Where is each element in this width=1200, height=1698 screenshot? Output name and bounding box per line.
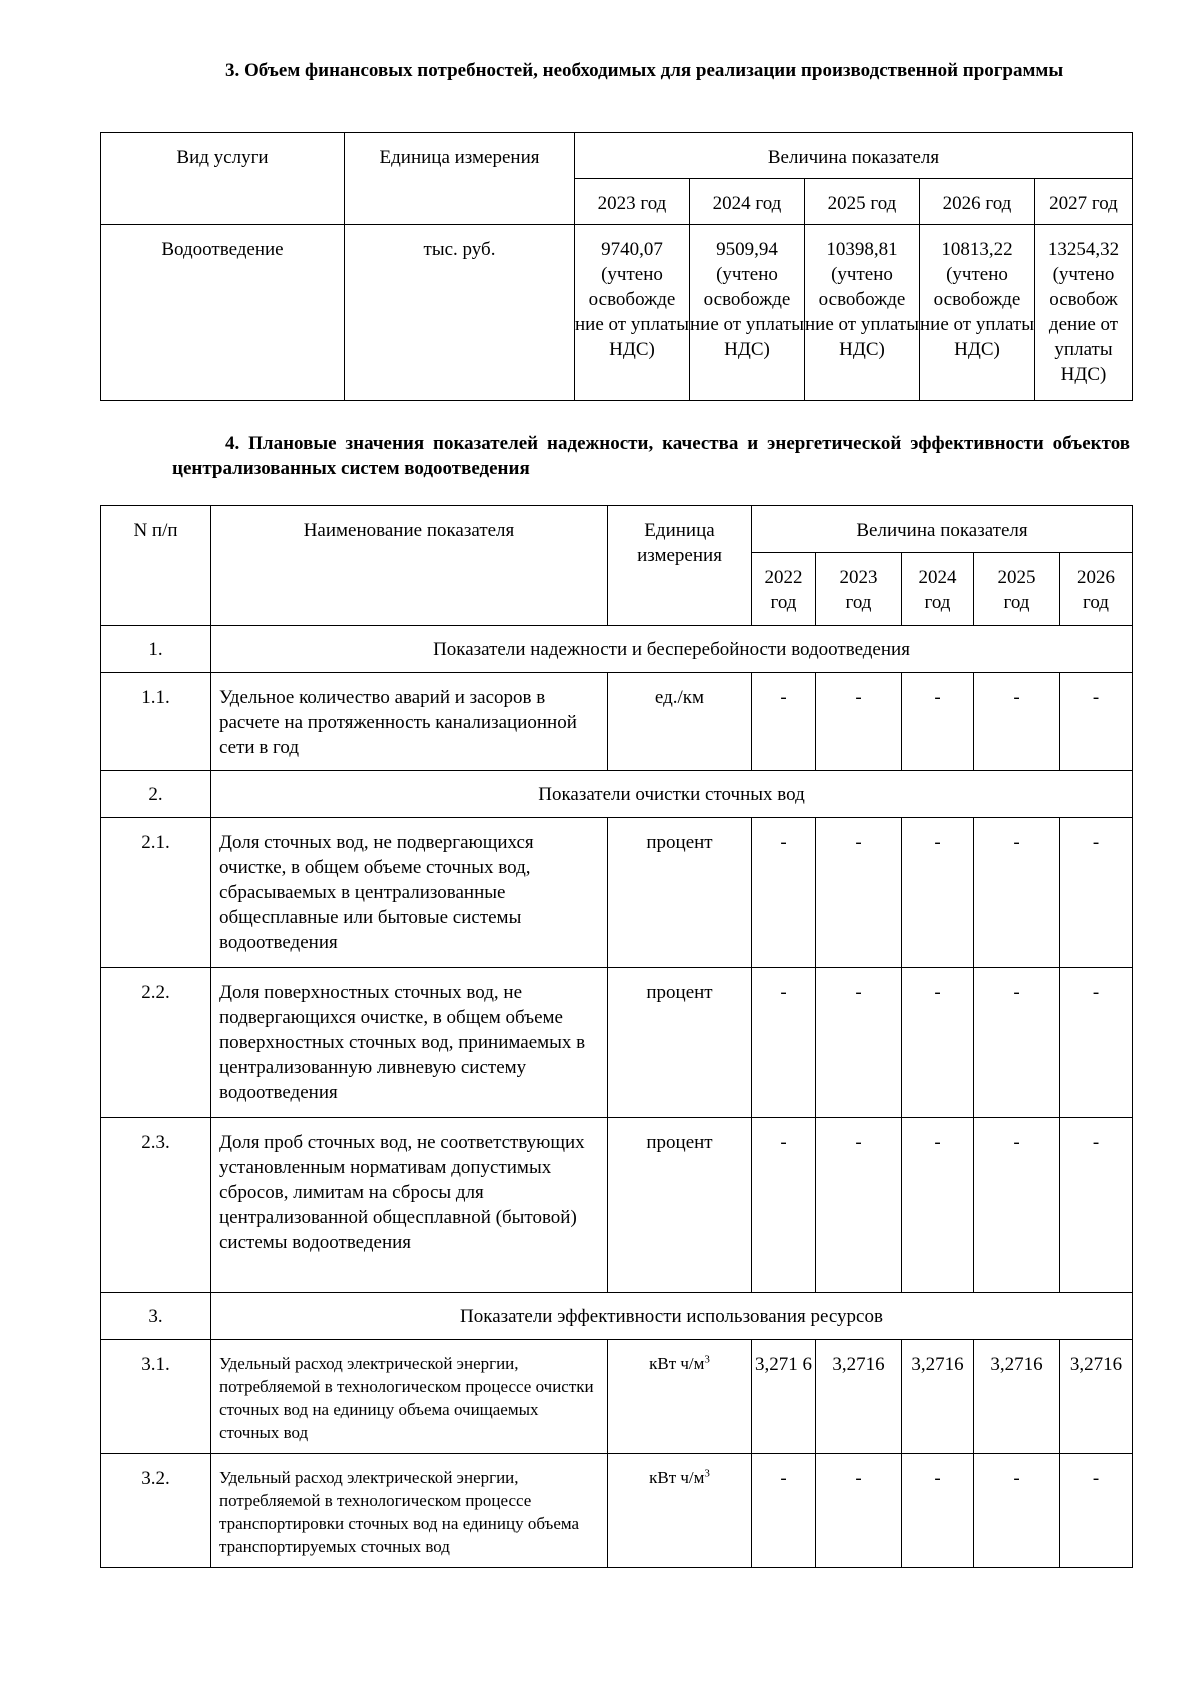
row-num: 2.1. (101, 818, 211, 968)
year-header: 2023 год (816, 553, 902, 626)
year-header: 2025 год (805, 179, 920, 225)
value-cell: - (752, 968, 816, 1118)
amount: 13254,32 (1047, 239, 1120, 260)
unit-text: процент (646, 832, 713, 853)
table-row (101, 673, 1133, 771)
col-name-header: Наименование показателя (211, 506, 608, 626)
value-cell (920, 225, 1035, 401)
value-cell: - (1060, 1454, 1133, 1568)
value-cell: - (752, 1118, 816, 1293)
value-cell: - (752, 818, 816, 968)
indicator-name: Удельный расход электрической энергии, потребляемой в технологическом процессе очистки сточных вод на единицу объема очищаемых сточных вод (211, 1340, 608, 1454)
col-service-header: Вид услуги (101, 133, 345, 225)
table-row (101, 225, 1133, 401)
unit-cell (608, 1340, 752, 1454)
value-cell (690, 225, 805, 401)
indicator-name: Доля проб сточных вод, не соответствующих установленным нормативам допустимых сбросов, лимитам на сбросы для централизованной общесплавной (бытовой) системы водоотведения (211, 1118, 608, 1293)
table-row (101, 968, 1133, 1118)
section-row (101, 771, 1133, 818)
value-cell (1035, 225, 1133, 401)
year-header: 2024 год (690, 179, 805, 225)
amount-note: (учтено освобож дение от уплаты НДС) (1048, 264, 1119, 385)
value-cell: - (816, 1454, 902, 1568)
col-unit-header: Единица измерения (345, 133, 575, 225)
unit-cell (608, 673, 752, 771)
financial-needs-table (100, 132, 1133, 401)
table-row (101, 1118, 1133, 1293)
unit-text: кВт ч/м (649, 1354, 705, 1373)
value-cell: - (902, 968, 974, 1118)
unit-text: процент (646, 1132, 713, 1153)
section-num: 2. (101, 771, 211, 818)
amount-note: (учтено освобожде ние от уплаты НДС) (575, 264, 689, 360)
value-cell: - (1060, 818, 1133, 968)
unit-superscript: 3 (704, 1467, 710, 1480)
service-cell: Водоотведение (101, 225, 345, 401)
value-cell: 3,271 6 (752, 1340, 816, 1454)
table-row (101, 1454, 1133, 1568)
value-cell: - (902, 818, 974, 968)
value-cell: 3,2716 (974, 1340, 1060, 1454)
section-3-heading: 3. Объем финансовых потребностей, необходимых для реализации производственной программы (225, 60, 1064, 81)
year-header: 2026 год (920, 179, 1035, 225)
row-num: 2.3. (101, 1118, 211, 1293)
value-cell (805, 225, 920, 401)
indicator-name: Удельный расход электрической энергии, потребляемой в технологическом процессе транспортировки сточных вод на единицу объема транспортируемых сточных вод (211, 1454, 608, 1568)
section-row (101, 626, 1133, 673)
indicators-table (100, 505, 1133, 1568)
section-title: Показатели эффективности использования ресурсов (211, 1293, 1133, 1340)
row-num: 3.2. (101, 1454, 211, 1568)
value-cell: - (752, 673, 816, 771)
amount: 10813,22 (941, 239, 1013, 260)
value-cell: - (816, 818, 902, 968)
unit-cell (608, 1454, 752, 1568)
unit-superscript: 3 (704, 1353, 710, 1366)
unit-cell (608, 1118, 752, 1293)
value-cell: - (1060, 1118, 1133, 1293)
value-cell: 3,2716 (902, 1340, 974, 1454)
col-num-header: N п/п (101, 506, 211, 626)
amount-note: (учтено освобожде ние от уплаты НДС) (690, 264, 804, 360)
value-cell: - (974, 673, 1060, 771)
unit-text: ед./км (654, 687, 705, 708)
col-value-header: Величина показателя (752, 506, 1133, 553)
unit-text: процент (646, 982, 713, 1003)
value-cell: - (816, 968, 902, 1118)
value-cell: - (752, 1454, 816, 1568)
year-header: 2024 год (902, 553, 974, 626)
section-num: 3. (101, 1293, 211, 1340)
value-cell: 3,2716 (816, 1340, 902, 1454)
value-cell: - (902, 1118, 974, 1293)
value-cell (575, 225, 690, 401)
value-cell: - (1060, 968, 1133, 1118)
unit-cell (608, 818, 752, 968)
section-row (101, 1293, 1133, 1340)
year-header: 2026 год (1060, 553, 1133, 626)
row-num: 2.2. (101, 968, 211, 1118)
value-cell: - (902, 1454, 974, 1568)
section-title: Показатели надежности и бесперебойности водоотведения (211, 626, 1133, 673)
value-cell: - (902, 673, 974, 771)
year-header: 2023 год (575, 179, 690, 225)
value-cell: - (816, 1118, 902, 1293)
unit-cell (608, 968, 752, 1118)
amount: 9509,94 (716, 239, 778, 260)
year-header: 2025 год (974, 553, 1060, 626)
value-cell: 3,2716 (1060, 1340, 1133, 1454)
value-cell: - (974, 968, 1060, 1118)
unit-cell: тыс. руб. (345, 225, 575, 401)
indicator-name: Удельное количество аварий и засоров в расчете на протяженность канализационной сети в год (211, 673, 608, 771)
amount: 9740,07 (601, 239, 663, 260)
indicator-name: Доля поверхностных сточных вод, не подвергающихся очистке, в общем объеме поверхностных сточных вод, принимаемых в централизованную ливневую систему водоотведения (211, 968, 608, 1118)
row-num: 3.1. (101, 1340, 211, 1454)
value-cell: - (1060, 673, 1133, 771)
value-cell: - (974, 1118, 1060, 1293)
col-unit-header: Единица измерения (608, 506, 752, 626)
row-num: 1.1. (101, 673, 211, 771)
section-title: Показатели очистки сточных вод (211, 771, 1133, 818)
amount: 10398,81 (826, 239, 898, 260)
table-row (101, 818, 1133, 968)
value-cell: - (974, 818, 1060, 968)
indicator-name: Доля сточных вод, не подвергающихся очистке, в общем объеме сточных вод, сбрасываемых в централизованные общесплавные или бытовые системы водоотведения (211, 818, 608, 968)
section-num: 1. (101, 626, 211, 673)
amount-note: (учтено освобожде ние от уплаты НДС) (920, 264, 1034, 360)
year-header: 2027 год (1035, 179, 1133, 225)
section-4-heading: 4. Плановые значения показателей надежности, качества и энергетической эффективности объектов централизованных систем водоотведения (172, 433, 1130, 479)
value-cell: - (816, 673, 902, 771)
table-row (101, 1340, 1133, 1454)
unit-text: кВт ч/м (649, 1468, 705, 1487)
year-header: 2022 год (752, 553, 816, 626)
amount-note: (учтено освобожде ние от уплаты НДС) (805, 264, 919, 360)
col-value-header: Величина показателя (575, 133, 1133, 179)
value-cell: - (974, 1454, 1060, 1568)
